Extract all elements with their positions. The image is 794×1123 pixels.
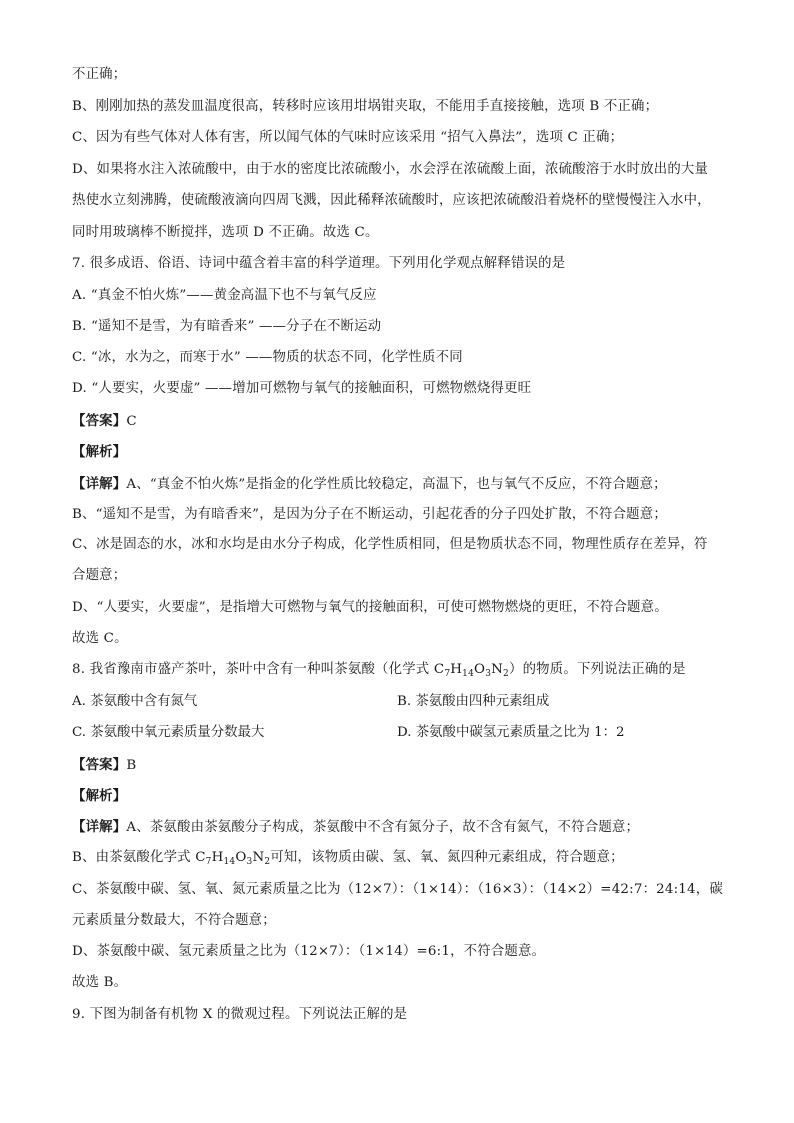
q8-stem-suffix: 的物质。下列说法正确的是 [522,662,686,677]
q6-text-line: 不正确； [72,67,127,82]
q7-explanation-b: B、“遥知不是雪，为有暗香来”，是因为分子在不断运动，引起花香的分子四处扩散，不符合题意； [72,507,667,522]
formula-n: N [491,662,504,677]
answer-value: C [126,414,137,429]
formula-sub-n: 2 [503,669,509,679]
q8-option-c: C. 茶氨酸中氧元素质量分数最大 [72,725,265,740]
q8-explanation-c-line1: C、茶氨酸中碳、氢、氧、氮元素质量之比为（12×7）：（1×14）：（16×3）：（14×2）=42:7：24:14，碳 [72,882,723,897]
q6-explanation-b: B、刚刚加热的蒸发皿温度很高，转移时应该用坩埚钳夹取，不能用手直接接触，选项 B 不正确； [72,99,659,114]
q8-answer [72,756,732,775]
q8-explanation-d: D、茶氨酸中碳、氢元素质量之比为（12×7）：（1×14）=6:1，不符合题意。 [72,944,546,959]
q7-explanation-c-line1: C、冰是固态的水，冰和水均是由水分子构成，化学性质相同，但是物质状态不同，物理性质存在差异，符 [72,537,708,552]
q6-explanation-d-line3: 同时用玻璃棒不断搅拌，选项 D 不正确。故选 C。 [72,225,379,240]
formula-o: O [235,850,247,865]
formula-sub-o: 3 [485,669,492,679]
formula-sub-c: 7 [205,857,212,867]
q6-explanation-d-line2: 热使水立刻沸腾，使硫酸液滴向四周飞溅，因此稀释浓硫酸时，应该把浓硫酸沿着烧杯的壁慢慢注入水中， [72,193,711,208]
q8-analysis-tag: 【解析】 [72,788,127,804]
q7-option-a: A. “真金不怕火炼”——黄金高温下也不与氧气反应 [72,288,377,303]
q8-explanation-c-line2: 元素质量分数最大，不符合题意； [72,913,276,928]
formula-h: H [211,850,224,865]
formula-sub-h: 14 [223,857,236,867]
answer-tag: 【答案】 [72,757,127,773]
q7-explanation-a [72,475,732,494]
detail-tag: 【详解】 [72,819,127,835]
answer-tag: 【答案】 [72,413,127,429]
q8-option-d: D. 茶氨酸中碳氢元素质量之比为 1：2 [397,725,625,740]
explanation-b-prefix: B、由茶氨酸化学式 C [72,850,206,865]
q8-stem-prefix: 8. 我省豫南市盛产茶叶，茶叶中含有一种叫茶氨酸（化学式 C [72,662,445,677]
answer-value: B [126,758,137,773]
q7-stem: 7. 很多成语、俗语、诗词中蕴含着丰富的科学道理。下列用化学观点解释错误的是 [72,256,566,271]
q7-option-d: D. “人要实，火要虚” ——增加可燃物与氧气的接触面积，可燃物燃烧得更旺 [72,381,532,396]
formula-h: H [450,662,463,677]
formula-o: O [474,662,486,677]
q8-conclusion: 故选 B。 [72,975,128,990]
q7-option-b: B. “遥知不是雪，为有暗香来” ——分子在不断运动 [72,319,382,334]
q6-explanation-c: C、因为有些气体对人体有害，所以闻气体的气味时应该采用 “招气入鼻法”，选项 C 正确； [72,130,624,145]
q6-explanation-d-line1: D、如果将水注入浓硫酸中，由于水的密度比浓硫酸小，水会浮在浓硫酸上面，浓硫酸溶于水时放出的大量 [72,162,709,177]
explanation-b-suffix: 可知，该物质由碳、氢、氧、氮四种元素组成，符合题意； [270,850,624,865]
q7-answer [72,412,732,431]
formula-sub-n: 2 [264,857,271,867]
formula-close: ） [508,662,523,677]
q8-option-a: A. 茶氨酸中含有氮气 [72,694,198,709]
explanation-text: A、“真金不怕火炼”是指金的化学性质比较稳定，高温下，也与氧气不反应，不符合题意； [126,477,667,492]
formula-n: N [252,850,265,865]
q7-explanation-d: D、“人要实，火要虚”，是指增大可燃物与氧气的接触面积，可使可燃物燃烧的更旺，不符合题意。 [72,600,668,615]
q7-analysis-tag: 【解析】 [72,444,127,460]
formula-sub-o: 3 [246,857,253,867]
formula-sub-c: 7 [444,669,451,679]
q7-explanation-c-line2: 合题意； [72,568,127,583]
q8-explanation-b [72,849,732,867]
formula-sub-h: 14 [462,669,474,679]
q7-option-c: C. “冰，水为之，而寒于水” ——物质的状态不同，化学性质不同 [72,350,463,365]
q8-explanation-a [72,818,732,837]
detail-tag: 【详解】 [72,476,127,492]
q7-conclusion: 故选 C。 [72,631,128,646]
q8-stem [72,661,732,679]
explanation-text: A、茶氨酸由茶氨酸分子构成，茶氨酸中不含有氮分子，故不含有氮气，不符合题意； [126,820,640,835]
q8-option-b: B. 茶氨酸由四种元素组成 [397,694,550,709]
q9-stem: 9. 下图为制备有机物 X 的微观过程。下列说法正解的是 [72,1007,408,1022]
